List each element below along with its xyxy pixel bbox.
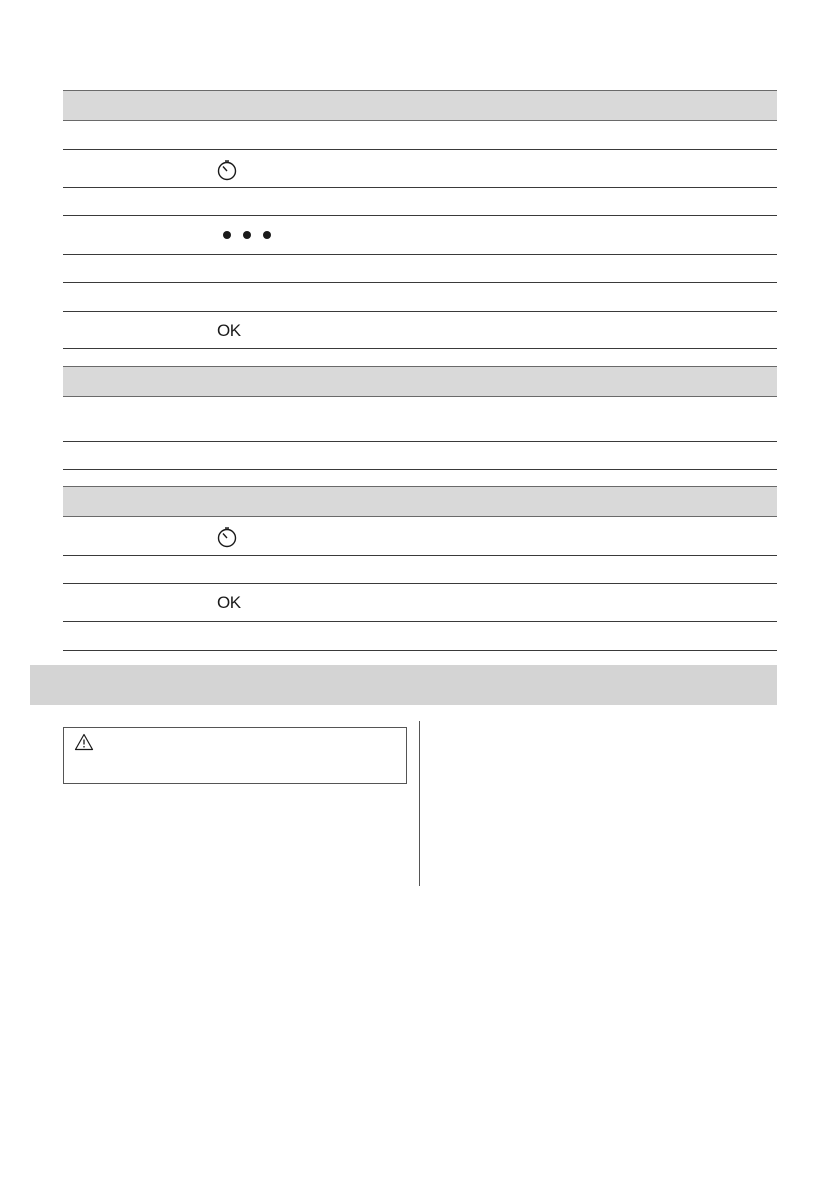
- table-header: [63, 486, 777, 517]
- table-row: [63, 584, 777, 622]
- table-row: [63, 283, 777, 312]
- table-row: [63, 517, 777, 556]
- ok-icon: OK: [217, 321, 241, 340]
- table-row: [63, 312, 777, 349]
- table-row: [63, 556, 777, 584]
- table-row: [63, 397, 777, 442]
- warning-triangle-icon: [74, 733, 94, 756]
- table-row: [63, 216, 777, 255]
- table-row: [63, 442, 777, 470]
- table-row: [63, 622, 777, 651]
- timer-icon: [216, 159, 238, 186]
- table-row: [63, 121, 777, 150]
- table-header: [63, 366, 777, 397]
- table-row: [63, 188, 777, 216]
- table-row: [63, 255, 777, 283]
- three-dots-icon: [220, 228, 276, 247]
- table-row: [63, 150, 777, 188]
- timer-icon: [216, 526, 238, 553]
- section-heading-bar: [30, 665, 777, 705]
- column-divider: [419, 721, 420, 886]
- ok-icon: OK: [217, 593, 241, 612]
- warning-box: [63, 727, 407, 784]
- table-header: [63, 90, 777, 121]
